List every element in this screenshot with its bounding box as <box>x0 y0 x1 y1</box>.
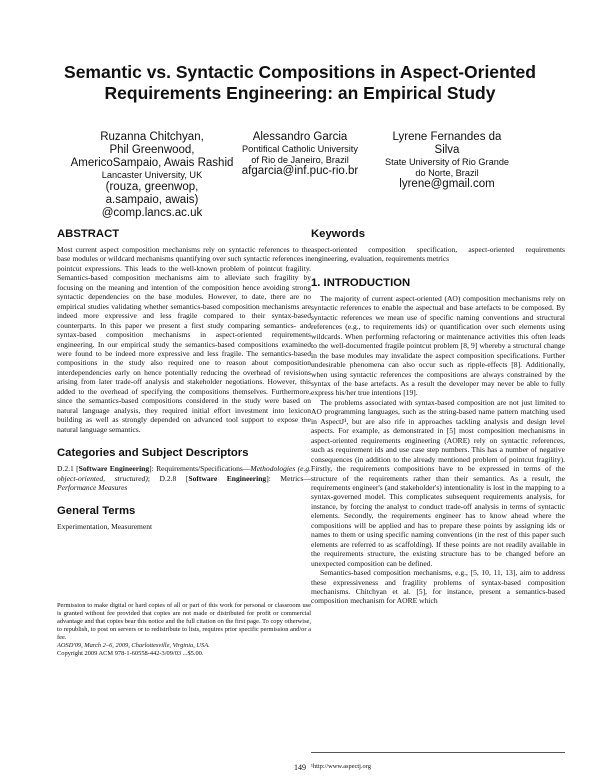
footnote-text: ¹http://www.aspectj.org <box>311 763 371 770</box>
abstract-heading: ABSTRACT <box>57 228 120 240</box>
left-column <box>57 227 311 532</box>
author-email: lyrene@gmail.com <box>399 178 495 190</box>
intro-paragraph: The problems associated with syntax-based composition are not just limited to AO programming languages, such as the string-based name pattern matching used in AspectJ¹, but are also rife in approaches tackling analysis and design level aspects. For example, as demonstrated in [5] most composition mechanisms in aspect-oriented requirements engineering (AORE) rely on syntactic references, such as requirement ids and use case step numbers. This has a number of negative consequences (in addition to the already mentioned problem of pointcut fragility). Firstly, the requirements compositions have to be expressed in terms of the structure of the requirements rather than their semantics. As a result, the requirements engineer's (and stakeholder's) intentionality is lost in the mapping to a syntax-governed model. This complicates subsequent requirements analysis, for instance, by forcing the analyst to conduct trade-off analysis in terms of syntactic elements. Secondly, the requirements engineer has to know ahead where the compositions will be applied and has to prepare these points by assigning ids or names to them or using specific naming conventions (in the rest of this paper such elements are referred to as scaffolding). If these points are not readily available in the requirements structure, the existing structure has to be changed before an unexpected composition can be defined. <box>311 397 565 568</box>
author-affiliation: do Norte, Brazil <box>415 167 479 178</box>
author-name: Phil Greenwood, <box>109 144 195 156</box>
author-block <box>352 131 542 191</box>
author-email: (rouza, greenwop, <box>105 180 199 193</box>
author-block <box>62 131 242 220</box>
categories-heading: Categories and Subject Descriptors <box>57 447 249 460</box>
intro-paragraph: Semantics-based composition mechanisms, e.g., [5, 10, 11, 13], aim to address these expressiveness and fragility problems of syntax-based composition mechanisms. Chitchyan et al. [5], for instance, present a semantics-based composition mechanism for AORE which <box>311 568 565 606</box>
title-line: Semantic vs. Syntactic Compositions in Aspect-Oriented <box>64 62 536 82</box>
author-name: Alessandro Garcia <box>252 131 348 143</box>
author-email: a.sampaio, awais) <box>105 193 199 206</box>
permission-notice <box>57 602 311 658</box>
general-terms-heading: General Terms <box>57 505 136 518</box>
introduction-heading: 1. INTRODUCTION <box>311 276 411 289</box>
copyright-line: Copyright 2009 ACM 978-1-60558-442-3/09/03 ...$5.00. <box>57 650 204 657</box>
title-line: Requirements Engineering: an Empirical Study <box>104 83 496 103</box>
author-affiliation: State University of Rio Grande <box>384 157 510 167</box>
author-name: Ruzanna Chitchyan, <box>100 131 204 143</box>
keywords-text: aspect-oriented composition specification, aspect-oriented requirements engineering, evaluation, requirements metrics <box>311 245 565 264</box>
right-column <box>311 227 565 606</box>
abstract-text: Most current aspect composition mechanisms rely on syntactic references to the base modules or wildcard mechanisms quantifying over such syntactic references in pointcut expressions. This leads to the well-known problem of pointcut fragility. Semantics-based composition mechanisms aim to alleviate such fragility by focusing on the meaning and intention of the composition hence avoiding strong syntactic dependencies on the base modules. However, to date, there are no empirical studies validating whether semantics-based composition mechanisms are indeed more expressive and less fragile compared to their syntax-based counterparts. In this paper we present a first study comparing semantics- and syntax-based composition mechanisms in aspect-oriented requirements engineering. In our empirical study the semantics-based compositions examined were found to be indeed more expressive and less fragile. The semantics-based compositions in the study also required one to reason about composition interdependencies early on hence potentially reducing the overhead of revisions arising from later trade-off analysis and stakeholder negotiations. However, this added to the overhead of specifying the compositions themselves. Furthermore, since the semantics-based compositions considered in the study were based on natural language analysis, they required initial effort investment into lexicon building as well as strongly depended on advanced tool support to expose the natural language semantics. <box>57 245 311 434</box>
author-affiliation: of Rio de Janeiro, Brazil <box>251 154 349 165</box>
keywords-heading: Keywords <box>311 228 365 240</box>
author-email: @comp.lancs.ac.uk <box>101 206 203 219</box>
categories-text: D.2.1 [Software Engineering]: Requirements/Specifications—Methodologies (e.g. object-oriented, structured); D.2.8 [Software Engineering]: Metrics—Performance Measures <box>57 464 312 492</box>
intro-paragraph: The majority of current aspect-oriented (AO) composition mechanisms rely on syntactic references to enable the aspectual and base artefacts to be composed. By syntactic references we mean use of specific naming conventions and structural references (e.g., to requirements ids) or quantification over such elements using wildcards. When performing refactoring or maintenance activities this often leads to the well-documented fragile pointcut problem [8, 9] whereby a structural change in the base modules may invalidate the aspect composition specifications. Further undesirable phenomena can also occur such as ripple-effects [8]. Additionally, when using syntactic references the compositions are always constrained by the syntax of the base artefacts. As a result the developer may never be able to fully express his/her true intentions [19]. <box>311 293 565 398</box>
paper-title <box>40 62 560 104</box>
author-affiliation: Pontifical Catholic University <box>242 144 358 154</box>
page-number: 149 <box>294 763 306 772</box>
permission-text: Permission to make digital or hard copies of all or part of this work for personal or classroom use is granted without fee provided that copies are not made or distributed for profit or commercial advantage and that copies bear this notice and the full citation on the first page. To copy otherwise, to republish, to post on servers or to redistribute to lists, requires prior specific permission and/or a fee. <box>57 602 311 641</box>
general-terms-text: Experimentation, Measurement <box>57 522 153 532</box>
conference-line: AOSD'09, March 2–6, 2009, Charlottesville, Virginia, USA. <box>57 642 210 649</box>
author-name: AmericoSampaio, Awais Rashid <box>70 157 234 169</box>
author-name: Silva <box>434 144 460 156</box>
author-affiliation: Lancaster University, UK <box>101 170 203 180</box>
author-name: Lyrene Fernandes da <box>392 131 502 143</box>
author-email: afgarcia@inf.puc-rio.br <box>241 165 359 177</box>
